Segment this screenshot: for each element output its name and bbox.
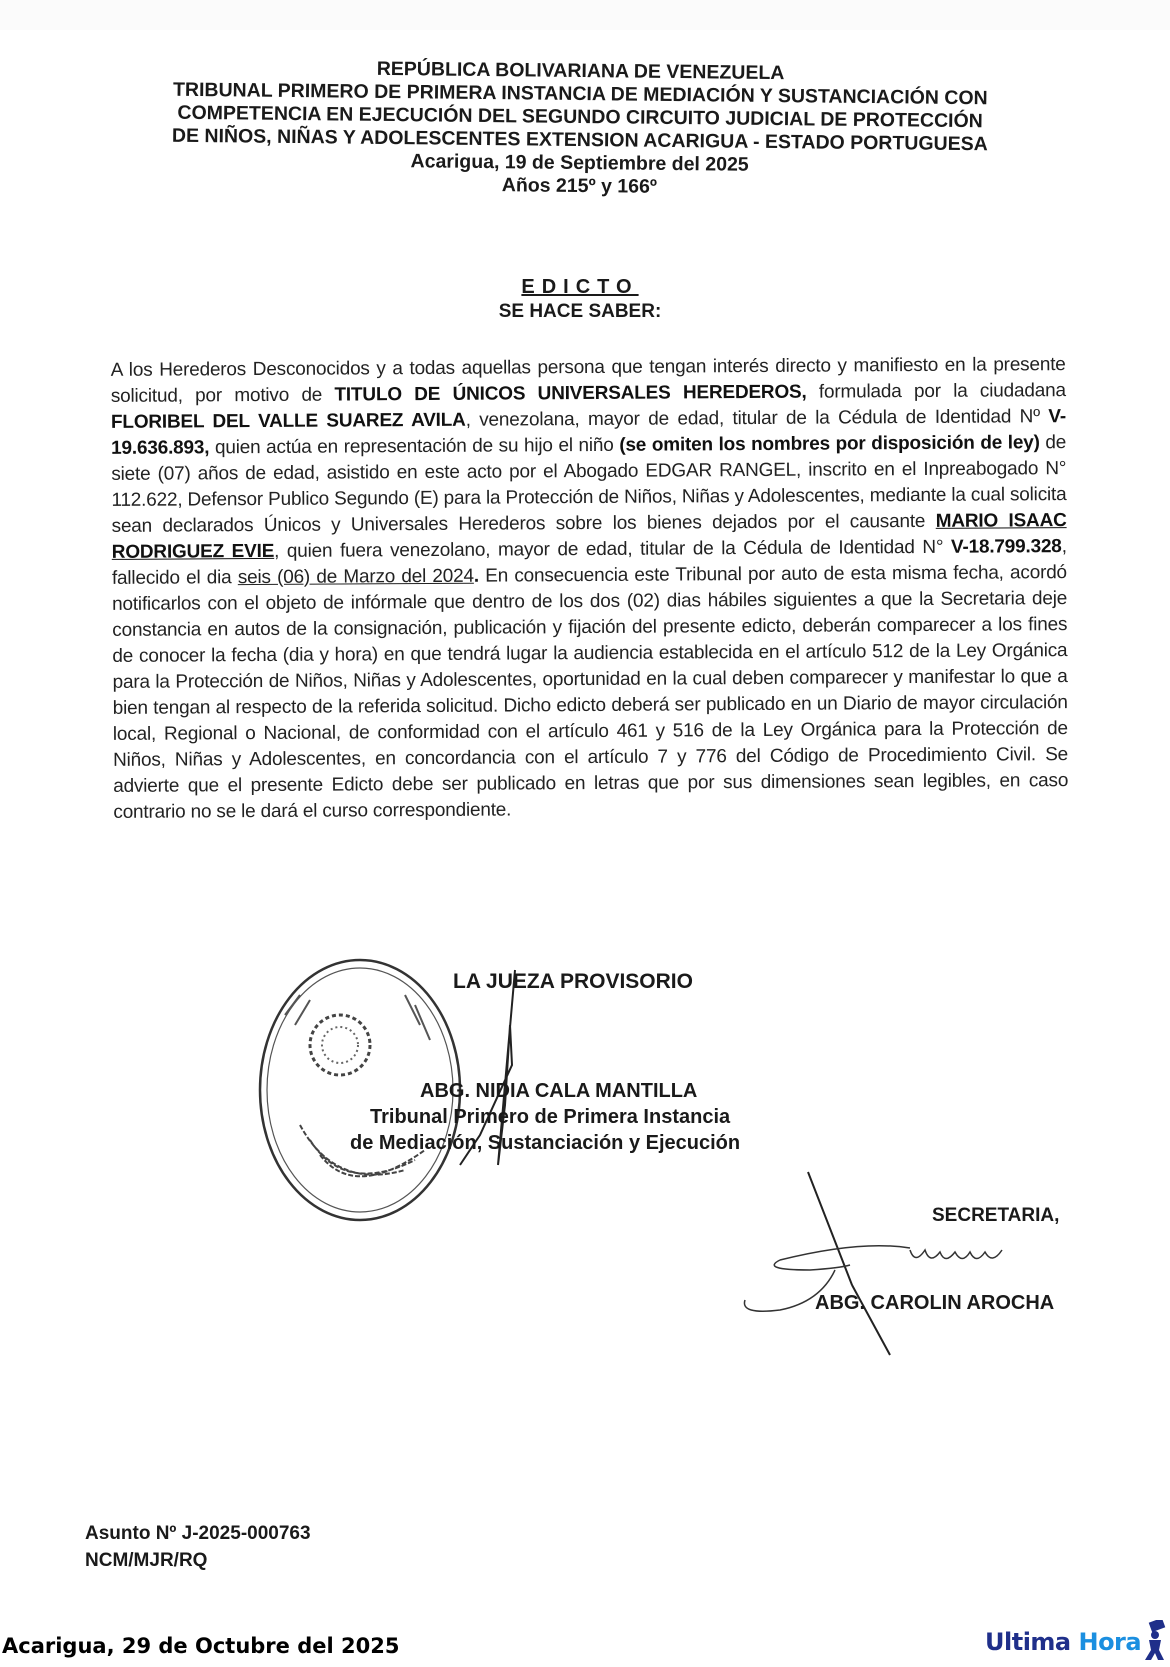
secretary-name: ABG. CAROLIN AROCHA	[815, 1292, 1055, 1314]
header-line: DE NIÑOS, NIÑAS Y ADOLESCENTES EXTENSION ACARIGUA - ESTADO PORTUGUESA	[171, 124, 988, 156]
body-bold-deceased: MARIO ISAAC RODRIGUEZ EVIE	[111, 510, 1067, 563]
body-text: formulada por la ciudadana	[806, 380, 1066, 403]
case-number: Asunto Nº J-2025-000763	[85, 1523, 311, 1544]
body-text: , quien fuera venezolano, mayor de edad, titular de la Cédula de Identidad N°	[274, 536, 952, 562]
publication-date: Acarigua, 29 de Octubre del 2025	[2, 1634, 400, 1658]
body-text: , fallecido el dia	[111, 536, 1067, 589]
newsboy-figure-icon	[1142, 1620, 1168, 1660]
judge-court-line-1: Tribunal Primero de Primera Instancia	[370, 1106, 731, 1128]
body-bold-omitted: (se omiten los nombres por disposición de ley)	[619, 432, 1040, 456]
header-line: REPÚBLICA BOLIVARIANA DE VENEZUELA	[376, 57, 785, 85]
ultima-hora-logo	[985, 1628, 1141, 1656]
body-text: En consecuencia este Tribunal por auto de esta misma fecha, acordó notificarlos con el objeto de infórmale que dentro de los dos (02) dias hábiles siguientes a que la Secretaria deje constancia en autos de la consignación, publicación y fijación del presente edicto, deberán comparecer a los fines de conocer la fecha (dia y hora) en que tendrá lugar la audiencia establecida en el artículo 512 de la Ley Orgánica para la Protección de Niños, Niñas y Adolescentes, oportunidad en la cual deben comparecer y manifestar lo que a bien tengan al respecto de la referida solicitud. Dicho edicto deberá ser publicado en un Diario de mayor circulación local, Regional o Nacional, de conformidad con el artículo 461 y 516 de la Ley Orgánica para la Protección de Niños, Niñas y Adolescentes, en concordancia con el artículo 7 y 776 del Código de Procedimiento Civil. Se advierte que el presente Edicto debe ser publicado en letras que por sus dimensiones sean legibles, en caso contrario no se le dará el curso correspondiente.	[112, 562, 1069, 823]
newspaper-bleed-strip	[0, 0, 1170, 30]
secretary-signature-icon	[740, 1170, 1070, 1360]
se-hace-saber-heading: SE HACE SABER:	[498, 301, 662, 322]
header-line: TRIBUNAL PRIMERO DE PRIMERA INSTANCIA DE MEDIACIÓN Y SUSTANCIACIÓN CON	[172, 78, 988, 110]
body-period: .	[473, 565, 479, 587]
judge-title: LA JUEZA PROVISORIO	[453, 970, 693, 993]
body-text: de siete (07) años de edad, asistido en este acto por el Abogado EDGAR RANGEL, inscrito en el Inpreabogado N° 112.622, Defensor Publico Segundo (E) para la Protección de Niños, Niñas y Adolescentes, mediante la cual solicita sean declarados Únicos y Universales Herederos sobre los bienes dejados por el causante	[111, 432, 1067, 537]
judge-name: ABG. NIDIA CALA MANTILLA	[420, 1080, 698, 1102]
body-text: A los Herederos Desconocidos y a todas aquellas persona que tengan interés directo y manifiesto en la presente solicitud, por motivo de	[110, 354, 1066, 407]
header-years: Años 215º y 166º	[501, 174, 658, 198]
case-reference	[85, 1520, 311, 1574]
document-header	[79, 55, 1080, 203]
edict-body	[111, 352, 1069, 826]
logo-word-hora: Hora	[1078, 1628, 1142, 1656]
body-bold-deceased-id: V-18.799.328	[950, 536, 1062, 558]
body-bold-title: TITULO DE ÚNICOS UNIVERSALES HEREDEROS,	[334, 381, 807, 406]
body-text: quien actúa en representación de su hijo el niño	[209, 434, 620, 459]
body-bold-petitioner: FLORIBEL DEL VALLE SUAREZ AVILA	[110, 409, 466, 433]
body-text: , venezolana, mayor de edad, titular de la Cédula de Identidad Nº	[465, 406, 1049, 431]
edicto-heading: EDICTO	[521, 276, 639, 298]
body-underline-date: seis (06) de Marzo del 2024	[237, 565, 474, 589]
case-initials: NCM/MJR/RQ	[85, 1550, 208, 1571]
logo-word-ultima: Ultima	[985, 1628, 1071, 1656]
secretary-title: SECRETARIA,	[932, 1205, 1060, 1226]
header-line: COMPETENCIA EN EJECUCIÓN DEL SEGUNDO CIRCUITO JUDICIAL DE PROTECCIÓN	[177, 101, 983, 133]
judge-court-line-2: de Mediación, Sustanciación y Ejecución	[350, 1132, 741, 1154]
header-date: Acarigua, 19 de Septiembre del 2025	[410, 150, 749, 176]
document-title	[430, 276, 730, 323]
body-bold-id: V-19.636.893,	[111, 406, 1067, 459]
